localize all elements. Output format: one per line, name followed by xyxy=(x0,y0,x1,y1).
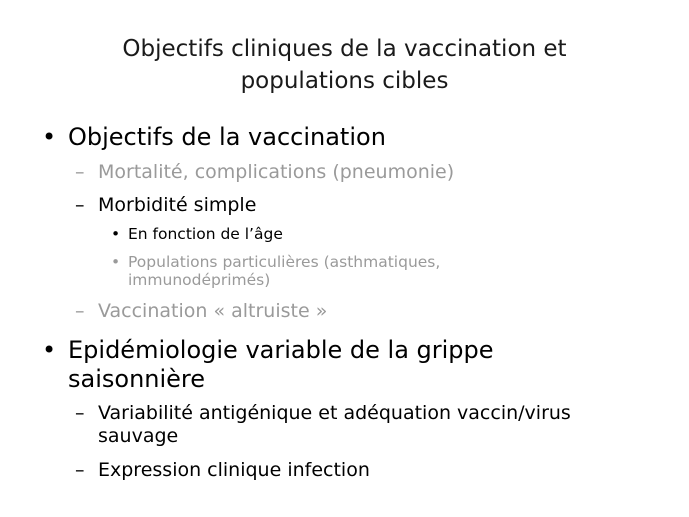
bullet-marker-small: • xyxy=(111,225,121,243)
sub-bullet-expression-clinique: Expression clinique infection xyxy=(98,459,370,481)
dash-marker: – xyxy=(75,161,85,183)
bullet-marker: • xyxy=(42,123,57,151)
sub-sub-bullet-populations-line-2: immunodéprimés) xyxy=(128,271,271,289)
bullet-marker-small: • xyxy=(111,253,121,271)
slide-title xyxy=(60,33,629,97)
bullet-marker: • xyxy=(42,336,57,364)
sub-bullet-vaccination-altruiste: Vaccination « altruiste » xyxy=(98,300,328,322)
sub-sub-bullet-populations-line-1: Populations particulières (asthmatiques, xyxy=(128,253,441,271)
bullet-epidemiologie-line-1: Epidémiologie variable de la grippe xyxy=(68,336,494,364)
dash-marker: – xyxy=(75,459,85,481)
dash-marker: – xyxy=(75,402,85,424)
dash-marker: – xyxy=(75,194,85,216)
sub-sub-bullet-age: En fonction de l’âge xyxy=(128,225,283,243)
sub-bullet-mortalite: Mortalité, complications (pneumonie) xyxy=(98,161,455,183)
sub-bullet-variabilite-line-2: sauvage xyxy=(98,425,179,447)
bullet-objectifs-vaccination: Objectifs de la vaccination xyxy=(68,123,386,151)
sub-bullet-morbidite: Morbidité simple xyxy=(98,194,257,216)
dash-marker: – xyxy=(75,300,85,322)
slide-title-line-1: Objectifs cliniques de la vaccination et xyxy=(122,36,567,62)
slide-title-line-2: populations cibles xyxy=(240,68,449,94)
sub-bullet-variabilite-line-1: Variabilité antigénique et adéquation vaccin/virus xyxy=(98,402,571,424)
bullet-epidemiologie-line-2: saisonnière xyxy=(68,365,206,393)
